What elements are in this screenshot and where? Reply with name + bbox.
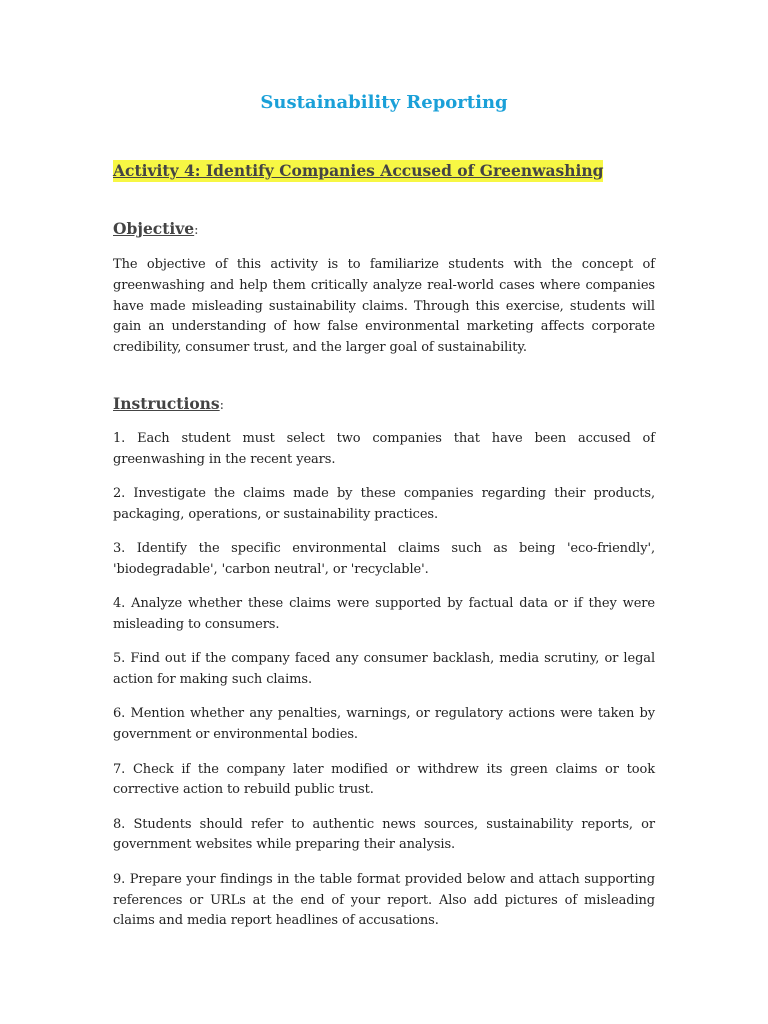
activity-heading-text: Activity 4: Identify Companies Accused of Greenwashing [113,161,604,180]
activity-heading [113,161,603,180]
objective-heading [113,219,199,238]
instruction-item: 7. Check if the company later modified or withdrew its green claims or took corrective action to rebuild public trust. [113,761,655,798]
objective-paragraph: The objective of this activity is to familiarize students with the concept of greenwashing and help them critically analyze real-world cases where companies have made misleading sustainability claims. Through this exercise, students will gain an understanding of how false environmental marketing affects corporate credibility, consumer trust, and the larger goal of sustainability. [113,257,655,356]
instruction-item: 9. Prepare your findings in the table format provided below and attach supporting references or URLs at the end of your report. Also add pictures of misleading claims and media report headlines of accusations. [113,871,655,929]
instructions-heading-colon: : [219,398,225,413]
instruction-item: 8. Students should refer to authentic news sources, sustainability reports, or government websites while preparing their analysis. [113,816,655,853]
instructions-heading [113,394,224,413]
instruction-item: 5. Find out if the company faced any consumer backlash, media scrutiny, or legal action for making such claims. [113,651,655,688]
instruction-item: 1. Each student must select two companies that have been accused of greenwashing in the recent years. [113,431,655,467]
objective-heading-colon: : [194,223,199,238]
objective-heading-label: Objective [113,219,195,238]
instruction-item: 2. Investigate the claims made by these companies regarding their products, packaging, operations, or sustainability practices. [113,486,655,522]
instructions-list [113,429,655,946]
instructions-heading-label: Instructions [113,394,220,413]
instruction-item: 4. Analyze whether these claims were supported by factual data or if they were misleading to consumers. [113,596,655,633]
document-title: Sustainability Reporting [260,92,508,113]
instruction-item: 3. Identify the specific environmental claims such as being 'eco-friendly', 'biodegradable', 'carbon neutral', or 'recyclable'. [113,541,655,577]
instruction-item: 6. Mention whether any penalties, warnings, or regulatory actions were taken by government or environmental bodies. [113,706,655,743]
